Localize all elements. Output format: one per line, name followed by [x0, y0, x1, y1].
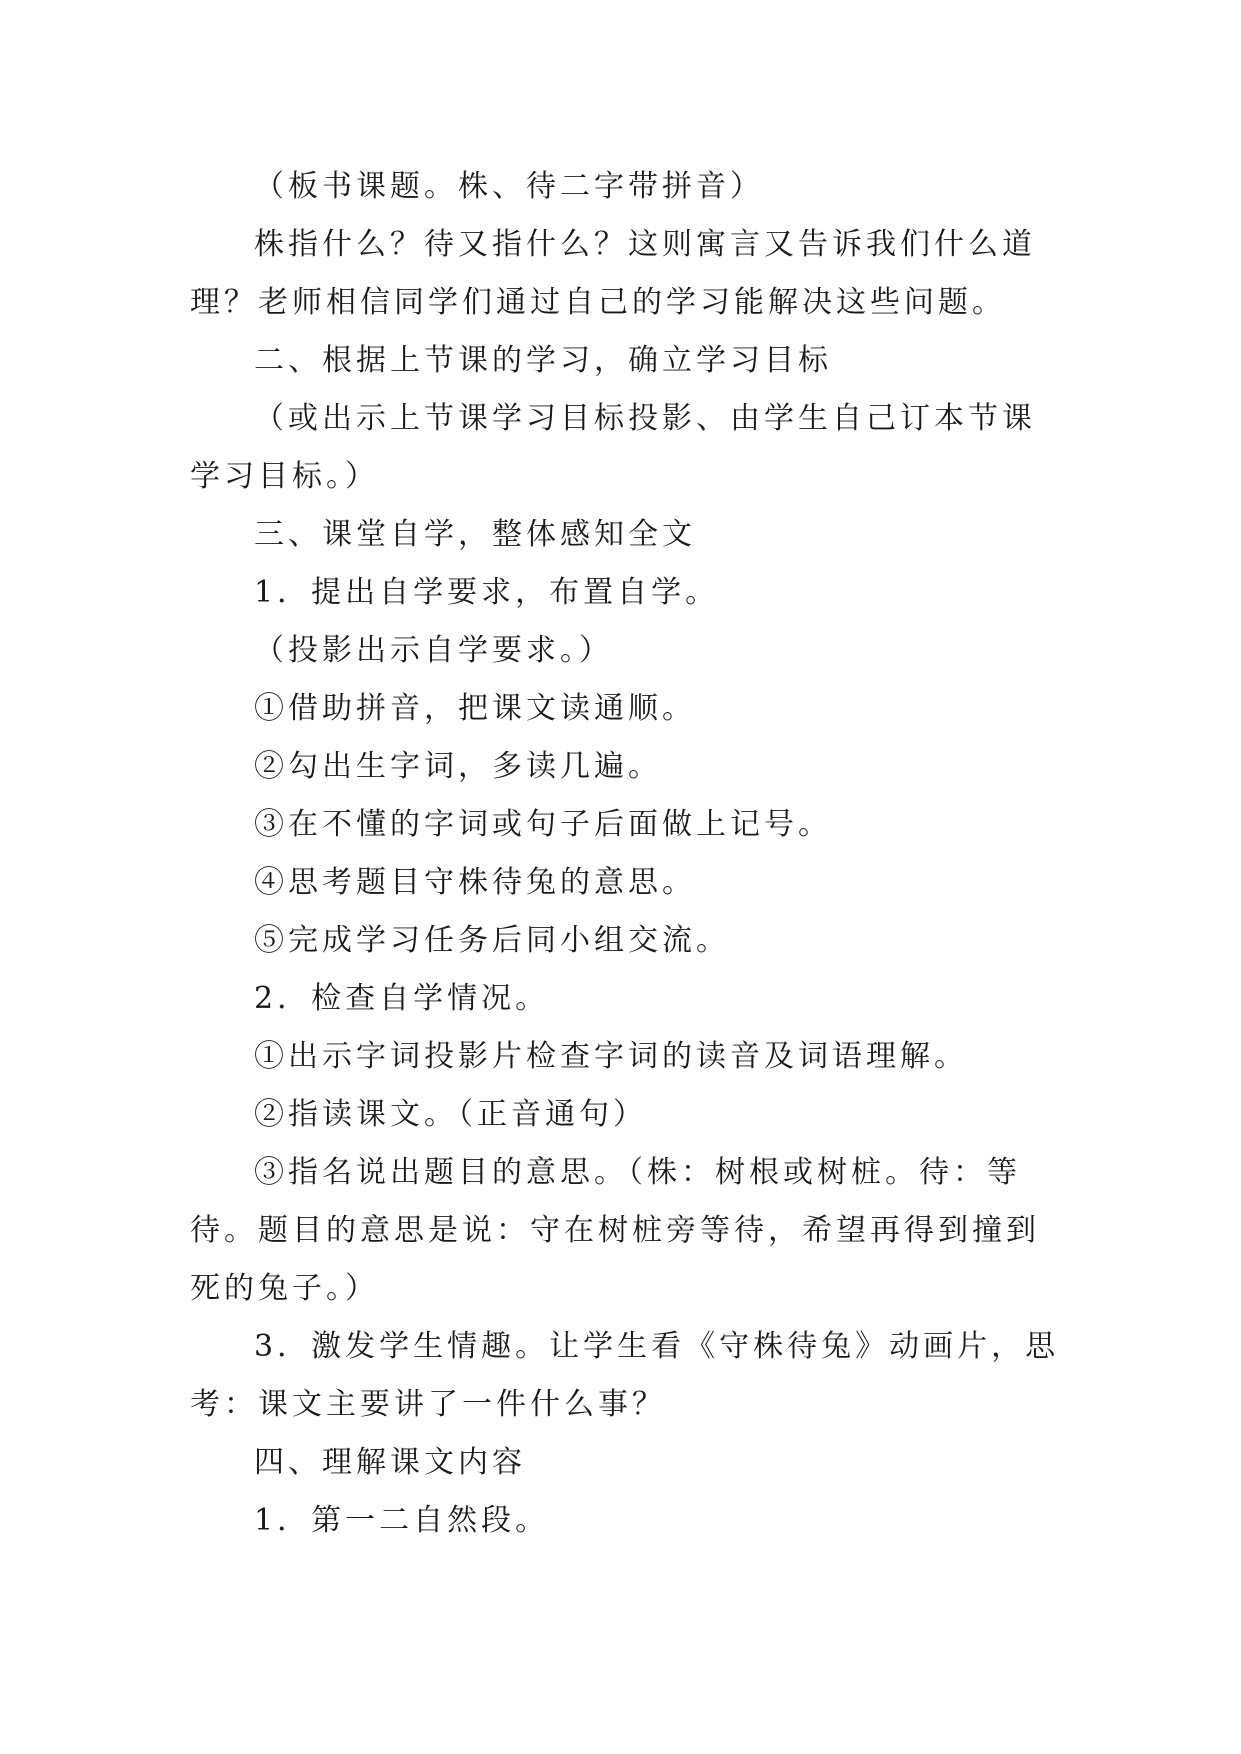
list-item-5: ⑤完成学习任务后同小组交流。: [254, 923, 730, 958]
list-item-4: ④思考题目守株待兔的意思。: [254, 865, 696, 900]
check-item-2: ②指读课文。（正音通句）: [254, 1097, 647, 1132]
list-item-2: ②勾出生字词，多读几遍。: [254, 749, 662, 784]
list-item-3: ③在不懂的字词或句子后面做上记号。: [254, 807, 832, 842]
check-item-1: ①出示字词投影片检查字词的读音及词语理解。: [254, 1039, 968, 1074]
step-1: 1．提出自学要求，布置自学。: [254, 575, 720, 610]
list-item-1: ①借助拼音，把课文读通顺。: [254, 691, 696, 726]
step-4-1: 1．第一二自然段。: [254, 1503, 550, 1538]
paragraph-objectives: （或出示上节课学习目标投影、由学生自己订本节课学习目标。）: [190, 401, 1036, 494]
paragraph-projection: （投影出示自学要求。）: [254, 633, 613, 668]
section-heading-2: 二、根据上节课的学习，确立学习目标: [254, 343, 832, 378]
step-3: 3．激发学生情趣。让学生看《守株待兔》动画片，思考：课文主要讲了一件什么事？: [190, 1329, 1060, 1422]
section-heading-3: 三、课堂自学，整体感知全文: [254, 517, 696, 552]
step-2: 2．检查自学情况。: [254, 981, 550, 1016]
paragraph-board-title: （板书课题。株、待二字带拼音）: [254, 169, 764, 204]
document-page: [190, 158, 1060, 1550]
check-item-3: ③指名说出题目的意思。（株：树根或树桩。待：等待。题目的意思是说：守在树桩旁等待，希望再得到撞到死的兔子。）: [190, 1155, 1040, 1306]
section-heading-4: 四、理解课文内容: [254, 1445, 526, 1480]
paragraph-questions: 株指什么？待又指什么？这则寓言又告诉我们什么道理？老师相信同学们通过自己的学习能解决这些问题。: [190, 227, 1036, 320]
